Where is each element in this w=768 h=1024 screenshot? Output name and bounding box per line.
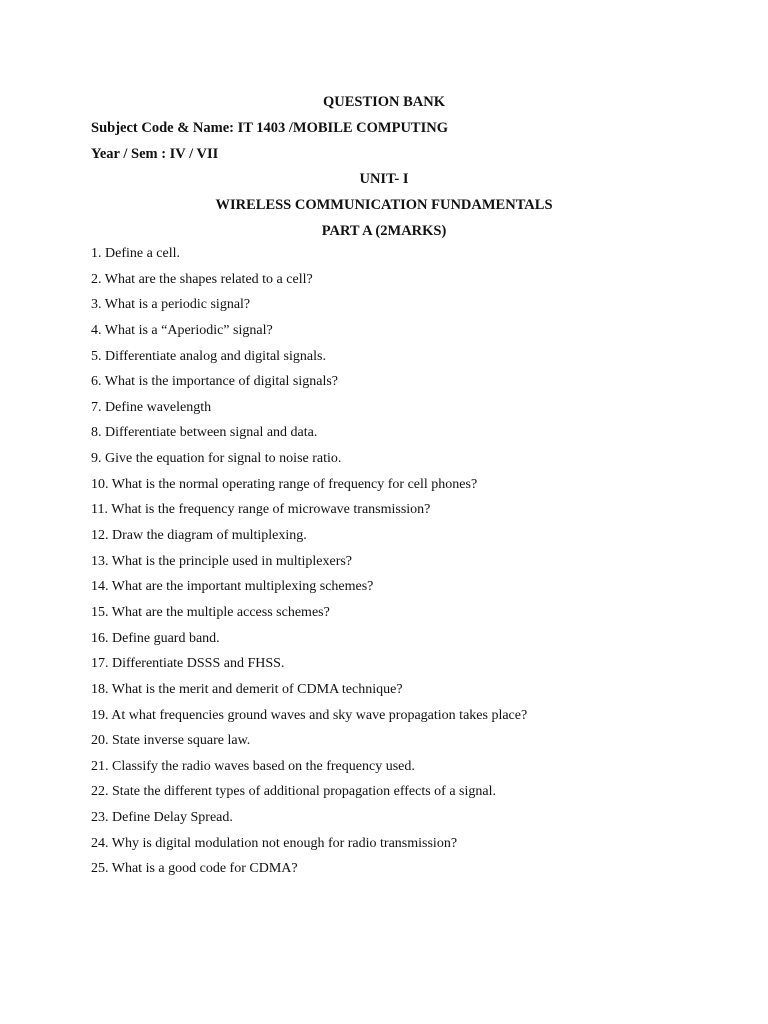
part-heading: PART A (2MARKS) bbox=[321, 223, 447, 239]
question-item: 22. State the different types of additional propagation effects of a signal. bbox=[91, 784, 496, 800]
question-item: 11. What is the frequency range of microwave transmission? bbox=[91, 502, 431, 518]
year-sem-line: Year / Sem : IV / VII bbox=[91, 146, 219, 162]
question-item: 8. Differentiate between signal and data. bbox=[91, 425, 318, 441]
question-item: 18. What is the merit and demerit of CDMA technique? bbox=[91, 681, 403, 697]
document-title: QUESTION BANK bbox=[322, 94, 446, 110]
question-item: 16. Define guard band. bbox=[91, 630, 220, 646]
unit-heading: UNIT- I bbox=[359, 171, 409, 187]
question-item: 17. Differentiate DSSS and FHSS. bbox=[91, 656, 285, 672]
question-item: 2. What are the shapes related to a cell? bbox=[91, 271, 313, 287]
question-item: 6. What is the importance of digital signals? bbox=[91, 374, 339, 390]
question-item: 9. Give the equation for signal to noise ratio. bbox=[91, 451, 342, 467]
question-item: 19. At what frequencies ground waves and sky wave propagation takes place? bbox=[91, 707, 528, 723]
question-item: 14. What are the important multiplexing schemes? bbox=[91, 579, 374, 595]
question-item: 5. Differentiate analog and digital signals. bbox=[91, 348, 326, 364]
subject-line: Subject Code & Name: IT 1403 /MOBILE COMPUTING bbox=[91, 120, 448, 136]
unit-title: WIRELESS COMMUNICATION FUNDAMENTALS bbox=[215, 197, 553, 213]
question-item: 10. What is the normal operating range of frequency for cell phones? bbox=[91, 476, 478, 492]
question-item: 3. What is a periodic signal? bbox=[91, 297, 251, 313]
question-item: 1. Define a cell. bbox=[91, 246, 181, 261]
question-item: 24. Why is digital modulation not enough for radio transmission? bbox=[91, 835, 458, 851]
question-item: 21. Classify the radio waves based on the frequency used. bbox=[91, 758, 415, 774]
question-item: 12. Draw the diagram of multiplexing. bbox=[91, 528, 307, 544]
question-item: 23. Define Delay Spread. bbox=[91, 810, 233, 826]
question-item: 15. What are the multiple access schemes? bbox=[91, 604, 330, 620]
question-item: 20. State inverse square law. bbox=[91, 733, 251, 749]
question-item: 4. What is a “Aperiodic” signal? bbox=[91, 322, 273, 338]
question-item: 7. Define wavelength bbox=[91, 399, 212, 415]
question-item: 13. What is the principle used in multiplexers? bbox=[91, 553, 353, 569]
question-item: 25. What is a good code for CDMA? bbox=[91, 861, 298, 877]
question-list bbox=[91, 245, 527, 886]
